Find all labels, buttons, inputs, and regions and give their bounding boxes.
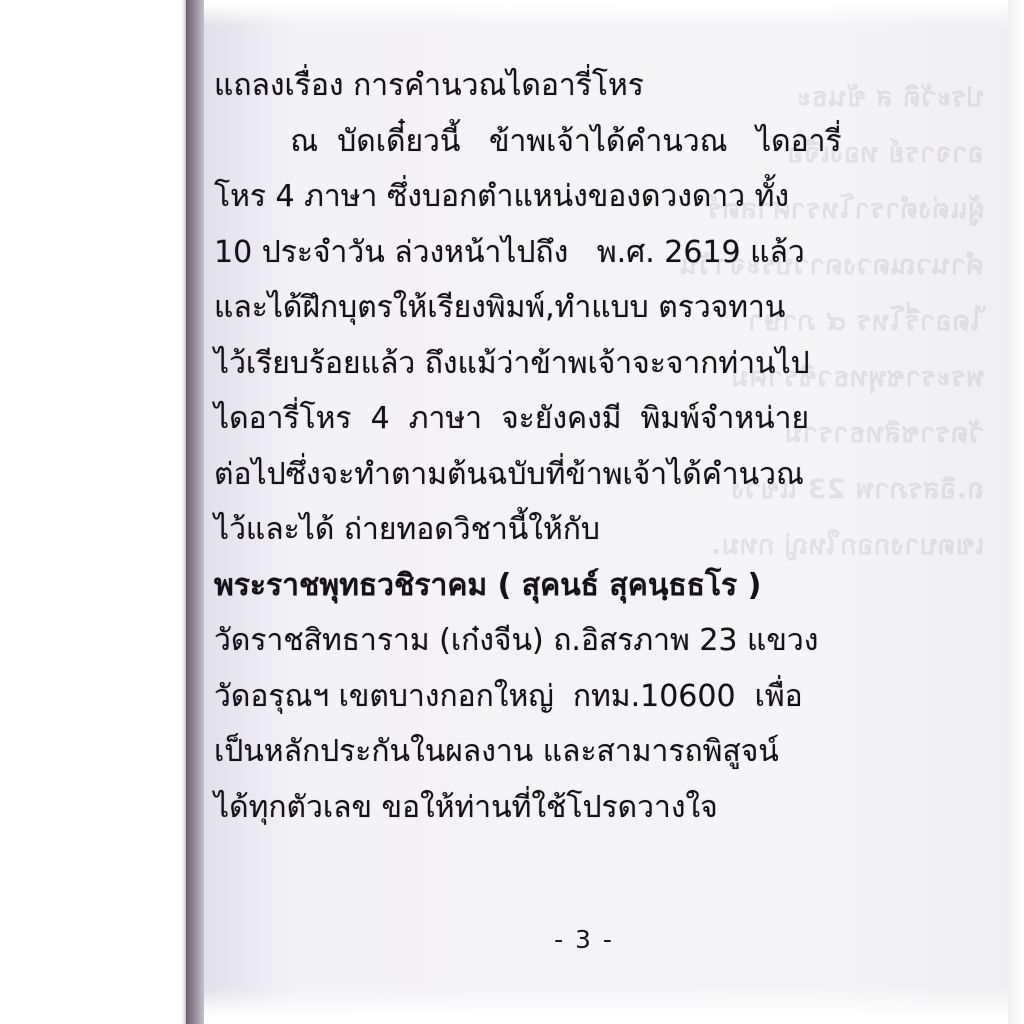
showthrough-line: ถ.อิสรภาพ 23 แขวง bbox=[730, 474, 984, 505]
showthrough-line: ประวัติ ส ขันธะ bbox=[795, 82, 984, 113]
body-line: โหร 4 ภาษา ซึ่งบอกตำแหน่งของดวงดาว ทั้ง bbox=[214, 179, 790, 214]
body-line: 10 ประจำวัน ล่วงหน้าไปถึง พ.ศ. 2619 แล้ว bbox=[214, 234, 805, 270]
body-line: ไว้และได้ ถ่ายทอดวิชานี้ให้กับ bbox=[214, 512, 600, 547]
showthrough-line: อาจารย์ ทองเจือ bbox=[786, 138, 984, 169]
showthrough-line: เขตบางกอกใหญ่ กทม. bbox=[710, 530, 984, 561]
showthrough-line: วัดราชสิทธาราม bbox=[783, 418, 984, 449]
signature-line: พระราชพุทธวชิราคม ( สุคนธ์ สุคนฺธธโร ) bbox=[214, 567, 762, 603]
body-line: ณ บัดเดี๋ยวนี้ ข้าพเจ้าได้คำนวณ ไดอารี่ bbox=[214, 123, 842, 159]
address-line: วัดราชสิทธาราม (เก๋งจีน) ถ.อิสรภาพ 23 แขวง bbox=[214, 623, 819, 658]
showthrough-line: ไดอารี่โหร ๔ ภาษา bbox=[747, 306, 984, 337]
showthrough-line: คำนวณดวงดาวประจำวัน bbox=[679, 250, 984, 281]
address-line: วัดอรุณฯ เขตบางกอกใหญ่ กทม.10600 เพื่อ bbox=[214, 678, 803, 714]
body-line: และได้ฝึกบุตรให้เรียงพิมพ์,ทำแบบ ตรวจทาน bbox=[214, 290, 786, 325]
page-sheet bbox=[204, 0, 1024, 1024]
body-line: ไดอารี่โหร 4 ภาษา จะยังคงมี พิมพ์จำหน่าย bbox=[214, 401, 810, 436]
body-line: ไว้เรียบร้อยแล้ว ถึงแม้ว่าข้าพเจ้าจะจากท่านไป bbox=[214, 345, 810, 381]
page-right-edge bbox=[1008, 0, 1024, 1024]
page-heading: แถลงเรื่อง การคำนวณไดอารี่โหร bbox=[214, 68, 644, 103]
showthrough-line: ผู้แต่งตำราโหราศาสตร์ bbox=[706, 194, 984, 225]
page-text-column bbox=[204, 0, 1024, 1024]
body-line: ต่อไปซึ่งจะทำตามต้นฉบับที่ข้าพเจ้าได้คำนวณ bbox=[214, 456, 804, 492]
address-line: ได้ทุกตัวเลข ขอให้ท่านที่ใช้โปรดวางใจ bbox=[214, 789, 718, 825]
showthrough-line: พระราชพุทธวชิราคม bbox=[730, 362, 984, 393]
page-top-light-band bbox=[204, 0, 1024, 26]
address-line: เป็นหลักประกันในผลงาน และสามารถพิสูจน์ bbox=[214, 734, 779, 769]
page-bottom-light-band bbox=[204, 988, 1024, 1024]
page-number: - 3 - bbox=[554, 925, 614, 954]
